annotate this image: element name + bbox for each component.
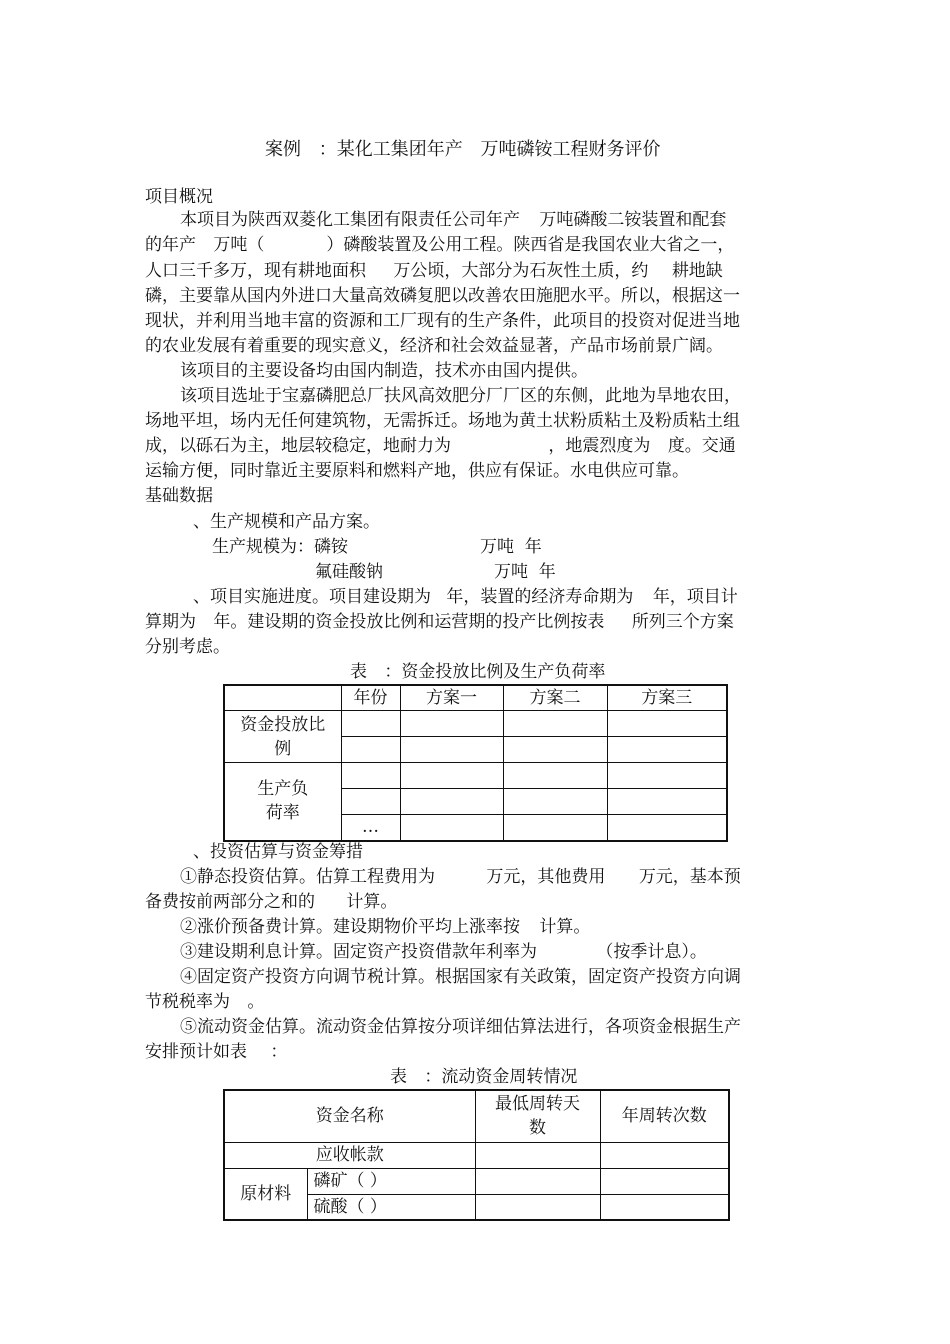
basic-line: 氟硅酸钠 <box>315 562 383 582</box>
table-cell <box>475 1194 600 1220</box>
invest-line: 节税税率为 。 <box>145 992 265 1012</box>
table2-caption: 表 ：流动资金周转情况 <box>390 1067 578 1087</box>
basic-line: 分别考虑。 <box>145 637 230 657</box>
table-cell <box>607 789 727 815</box>
body-line: 现状，并利用当地丰富的资源和工厂现有的生产条件，此项目的投资对促进当地 <box>145 311 740 331</box>
table-cell <box>503 711 607 737</box>
table-cell <box>400 737 503 763</box>
body-line: 该项目的主要设备均由国内制造，技术亦由国内提供。 <box>180 361 588 381</box>
overview-heading: 项目概况 <box>145 187 213 207</box>
invest-line: ①静态投资估算。估算工程费用为 万元，其他费用 万元，基本预 <box>180 867 741 887</box>
table1-caption: 表 ：资金投放比例及生产负荷率 <box>350 662 606 682</box>
table1-header-blank <box>224 685 341 711</box>
table-cell <box>400 711 503 737</box>
invest-line: ⑤流动资金估算。流动资金估算按分项详细估算法进行，各项资金根据生产 <box>180 1017 741 1037</box>
invest-line: 备费按前两部分之和的 计算。 <box>145 892 398 912</box>
body-line: 运输方便，同时靠近主要原料和燃料产地，供应有保证。水电供应可靠。 <box>145 461 689 481</box>
table2-header-min-days: 最低周转天 数 <box>475 1090 600 1142</box>
body-line: 本项目为陕西双菱化工集团有限责任公司年产 万吨磷酸二铵装置和配套 <box>180 210 727 230</box>
table-cell <box>503 815 607 841</box>
table2-row-raw-material: 原材料 <box>224 1168 307 1220</box>
working-capital-table <box>223 1089 730 1221</box>
table1-header-plan2: 方案二 <box>503 685 607 711</box>
table-cell <box>600 1194 729 1220</box>
table-cell <box>341 789 400 815</box>
invest-line: ④固定资产投资方向调节税计算。根据国家有关政策，固定资产投资方向调 <box>180 967 741 987</box>
table-cell <box>607 815 727 841</box>
page-title: 案例 ：某化工集团年产 万吨磷铵工程财务评价 <box>265 139 661 160</box>
table-cell <box>607 711 727 737</box>
table-cell <box>341 711 400 737</box>
table-cell <box>607 737 727 763</box>
basic-line: 生产规模为：磷铵 <box>212 537 348 557</box>
investment-ratio-table <box>223 684 728 842</box>
table-cell <box>600 1168 729 1194</box>
basic-line: 万吨 年 <box>494 562 556 582</box>
table1-row-label-load: 生产负 荷率 <box>224 763 341 841</box>
table1-row-label-investment: 资金投放比 例 <box>224 711 341 763</box>
table2-header-turnover: 年周转次数 <box>600 1090 729 1142</box>
table-cell <box>600 1142 729 1168</box>
invest-line: ②涨价预备费计算。建设期物价平均上涨率按 计算。 <box>180 917 591 937</box>
body-line: 的农业发展有着重要的现实意义，经济和社会效益显著，产品市场前景广阔。 <box>145 336 723 356</box>
body-line: 磷，主要靠从国内外进口大量高效磷复肥以改善农田施肥水平。所以，根据这一 <box>145 286 740 306</box>
invest-line: ③建设期利息计算。固定资产投资借款年利率为 （按季计息）。 <box>180 942 707 962</box>
table-cell <box>607 763 727 789</box>
basic-line: 算期为 年。建设期的资金投放比例和运营期的投产比例按表 所列三个方案 <box>145 612 734 632</box>
invest-line: 安排预计如表 ： <box>145 1042 288 1062</box>
table-cell <box>400 763 503 789</box>
basic-line: 、生产规模和产品方案。 <box>193 512 380 532</box>
table-cell <box>400 789 503 815</box>
table-cell <box>341 763 400 789</box>
table2-row-receivable: 应收帐款 <box>224 1142 475 1168</box>
body-line: 成，以砾石为主，地层较稳定，地耐力为 ，地震烈度为 度。交通 <box>145 436 736 456</box>
table-cell <box>503 737 607 763</box>
body-line: 场地平坦，场内无任何建筑物，无需拆迁。场地为黄土状粉质粘土及粉质粘土组 <box>145 411 740 431</box>
invest-line: 、投资估算与资金筹措 <box>193 842 363 862</box>
body-line: 的年产 万吨（ ）磷酸装置及公用工程。陕西省是我国农业大省之一， <box>145 235 735 255</box>
table1-header-plan1: 方案一 <box>400 685 503 711</box>
body-line: 人口三千多万，现有耕地面积 万公顷，大部分为石灰性土质，约 耕地缺 <box>145 261 723 281</box>
table-cell <box>400 815 503 841</box>
table-cell <box>503 763 607 789</box>
table-cell <box>475 1142 600 1168</box>
table-cell <box>475 1168 600 1194</box>
table-cell <box>503 789 607 815</box>
basic-line: 、项目实施进度。项目建设期为 年，装置的经济寿命期为 年，项目计 <box>193 587 738 607</box>
basic-line: 万吨 年 <box>480 537 542 557</box>
basic-data-heading: 基础数据 <box>145 486 213 506</box>
table2-item-sulfuric-acid: 硫酸（ ） <box>307 1194 475 1220</box>
table1-header-plan3: 方案三 <box>607 685 727 711</box>
table2-item-phosphate-rock: 磷矿（ ） <box>307 1168 475 1194</box>
table2-header-name: 资金名称 <box>224 1090 475 1142</box>
body-line: 该项目选址于宝嘉磷肥总厂扶风高效肥分厂厂区的东侧，此地为旱地农田， <box>180 386 741 406</box>
table1-ellipsis: … <box>341 815 400 841</box>
table1-header-year: 年份 <box>341 685 400 711</box>
table-cell <box>341 737 400 763</box>
